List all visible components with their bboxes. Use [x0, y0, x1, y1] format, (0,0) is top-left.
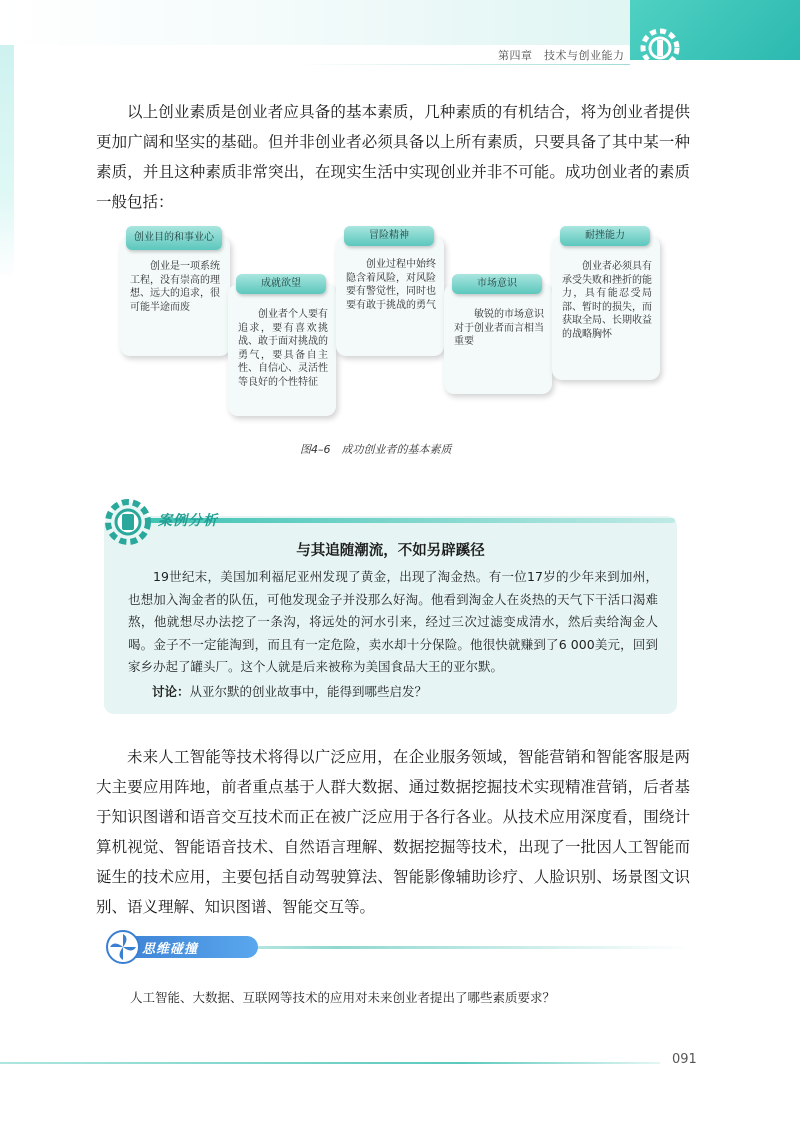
pinwheel-icon	[106, 930, 140, 964]
figure-text-1: 创业是一项系统工程，没有崇高的理想、远大的追求，很可能半途而废	[130, 261, 220, 313]
case-question-label: 讨论：	[152, 684, 190, 699]
figure-tag-2: 成就欲望	[236, 274, 326, 294]
figure-caption: 图4–6 成功创业者的基本素质	[300, 443, 452, 456]
footer-line	[0, 1062, 660, 1064]
figure-text-2: 创业者个人要有追求，要有喜欢挑战、敢于面对挑战的勇气，要具备自主性、自信心、灵活性等良好的个性特征	[238, 309, 328, 388]
case-question-text: 从亚尔默的创业故事中，能得到哪些启发？	[189, 684, 428, 699]
gear-icon	[630, 18, 690, 78]
body-paragraph-2: 未来人工智能等技术将得以广泛应用，在企业服务领域，智能营销和智能客服是两大主要应用阵地，前者重点基于人群大数据、通过数据挖掘技术实现精准营销，后者基于知识图谱和语音交互技术而正在被广泛应用于各行各业。从技术应用深度看，围绕计算机视觉、智能语音技术、自然语言理解、数据挖掘等技术，出现了一批因人工智能而诞生的技术应用，主要包括自动驾驶算法、智能影像辅助诊疗、人脸识别、场景图文识别、语义理解、知识图谱、智能交互等。	[96, 748, 690, 916]
figure-text-5: 创业者必须具有承受失败和挫折的能力，具有能忍受局部、暂时的损失，而获取全局、长期收益的战略胸怀	[562, 261, 652, 340]
body-paragraph-1: 以上创业素质是创业者应具备的基本素质，几种素质的有机结合，将为创业者提供更加广阔和坚实的基础。但并非创业者必须具备以上所有素质，只要具备了其中某一种素质，并且这种素质非常突出，在现实生活中实现创业并非不可能。成功创业者的素质一般包括：	[96, 103, 690, 211]
header-divider	[300, 64, 630, 65]
figure-text-4: 敏锐的市场意识对于创业者而言相当重要	[454, 309, 544, 347]
page-number: 091	[672, 1052, 697, 1067]
case-analysis-label: 案例分析	[158, 513, 218, 529]
thinking-label: 思维碰撞	[142, 942, 199, 957]
figure-tag-4: 市场意识	[452, 274, 542, 294]
figure-tag-3: 冒险精神	[344, 226, 434, 246]
figure-tag-5: 耐挫能力	[560, 226, 650, 246]
case-text: 19世纪末，美国加利福尼亚州发现了黄金，出现了淘金热。有一位17岁的少年来到加州，也想加入淘金者的队伍，可他发现金子并没那么好淘。他看到淘金人在炎热的天气下干活口渴难熬，他就想尽办法挖了一条沟，将远处的河水引来，经过三次过滤变成清水，然后卖给淘金人喝。金子不一定能淘到，而且有一定危险，卖水却十分保险。他很快就赚到了6 000美元，回到家乡办起了罐头厂。这个人就是后来被称为美国食品大王的亚尔默。	[128, 569, 658, 674]
figure-text-3: 创业过程中始终隐含着风险，对风险要有警觉性，同时也要有敢于挑战的勇气	[346, 259, 436, 311]
chapter-title: 第四章 技术与创业能力	[498, 49, 625, 62]
case-question	[152, 682, 427, 700]
figure-tag-1: 创业目的和事业心	[126, 226, 222, 250]
case-title: 与其追随潮流，不如另辟蹊径	[296, 543, 485, 559]
thinking-question: 人工智能、大数据、互联网等技术的应用对未来创业者提出了哪些素质要求？	[130, 990, 556, 1005]
figure-qualities	[112, 228, 672, 428]
